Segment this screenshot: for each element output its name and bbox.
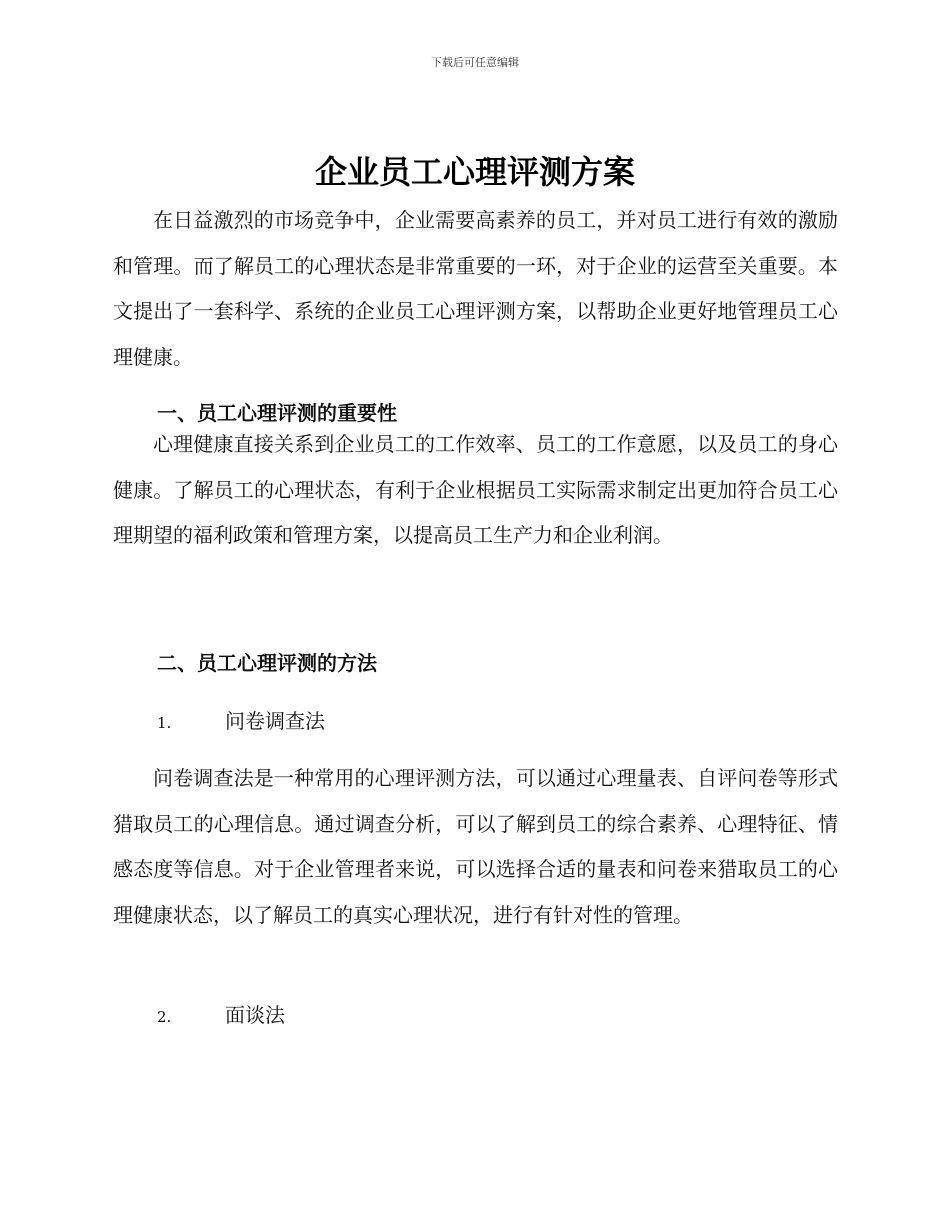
- questionnaire-paragraph: 问卷调查法是一种常用的心理评测方法，可以通过心理量表、自评问卷等形式猎取员工的心理信息。通过调查分析，可以了解到员工的综合素养、心理特征、情感态度等信息。对于企业管理者来说，可以选择合适的量表和问卷来猎取员工的心理健康状态，以了解员工的真实心理状况，进行有针对性的管理。: [113, 766, 838, 927]
- list-item-number: 1.: [157, 714, 172, 732]
- list-item-label: 问卷调查法: [225, 709, 325, 733]
- section-1-paragraph: 心理健康直接关系到企业员工的工作效率、员工的工作意愿，以及员工的身心健康。了解员工的心理状态，有利于企业根据员工实际需求制定出更加符合员工心理期望的福利政策和管理方案，以提高员工生产力和企业利润。: [113, 432, 838, 547]
- list-item-questionnaire: [157, 706, 325, 738]
- section-1-heading: 一、员工心理评测的重要性: [157, 401, 397, 425]
- header-note: 下载后可任意编辑: [431, 56, 519, 69]
- list-item-number: 2.: [157, 1008, 172, 1026]
- document-title: 企业员工心理评测方案: [314, 153, 635, 191]
- intro-paragraph: 在日益激烈的市场竞争中，企业需要高素养的员工，并对员工进行有效的激励和管理。而了解员工的心理状态是非常重要的一环，对于企业的运营至关重要。本文提出了一套科学、系统的企业员工心理评测方案，以帮助企业更好地管理员工心理健康。: [113, 208, 838, 369]
- section-2-heading: 二、员工心理评测的方法: [157, 651, 377, 675]
- list-item-interview: [157, 1000, 285, 1032]
- list-item-label: 面谈法: [225, 1003, 285, 1027]
